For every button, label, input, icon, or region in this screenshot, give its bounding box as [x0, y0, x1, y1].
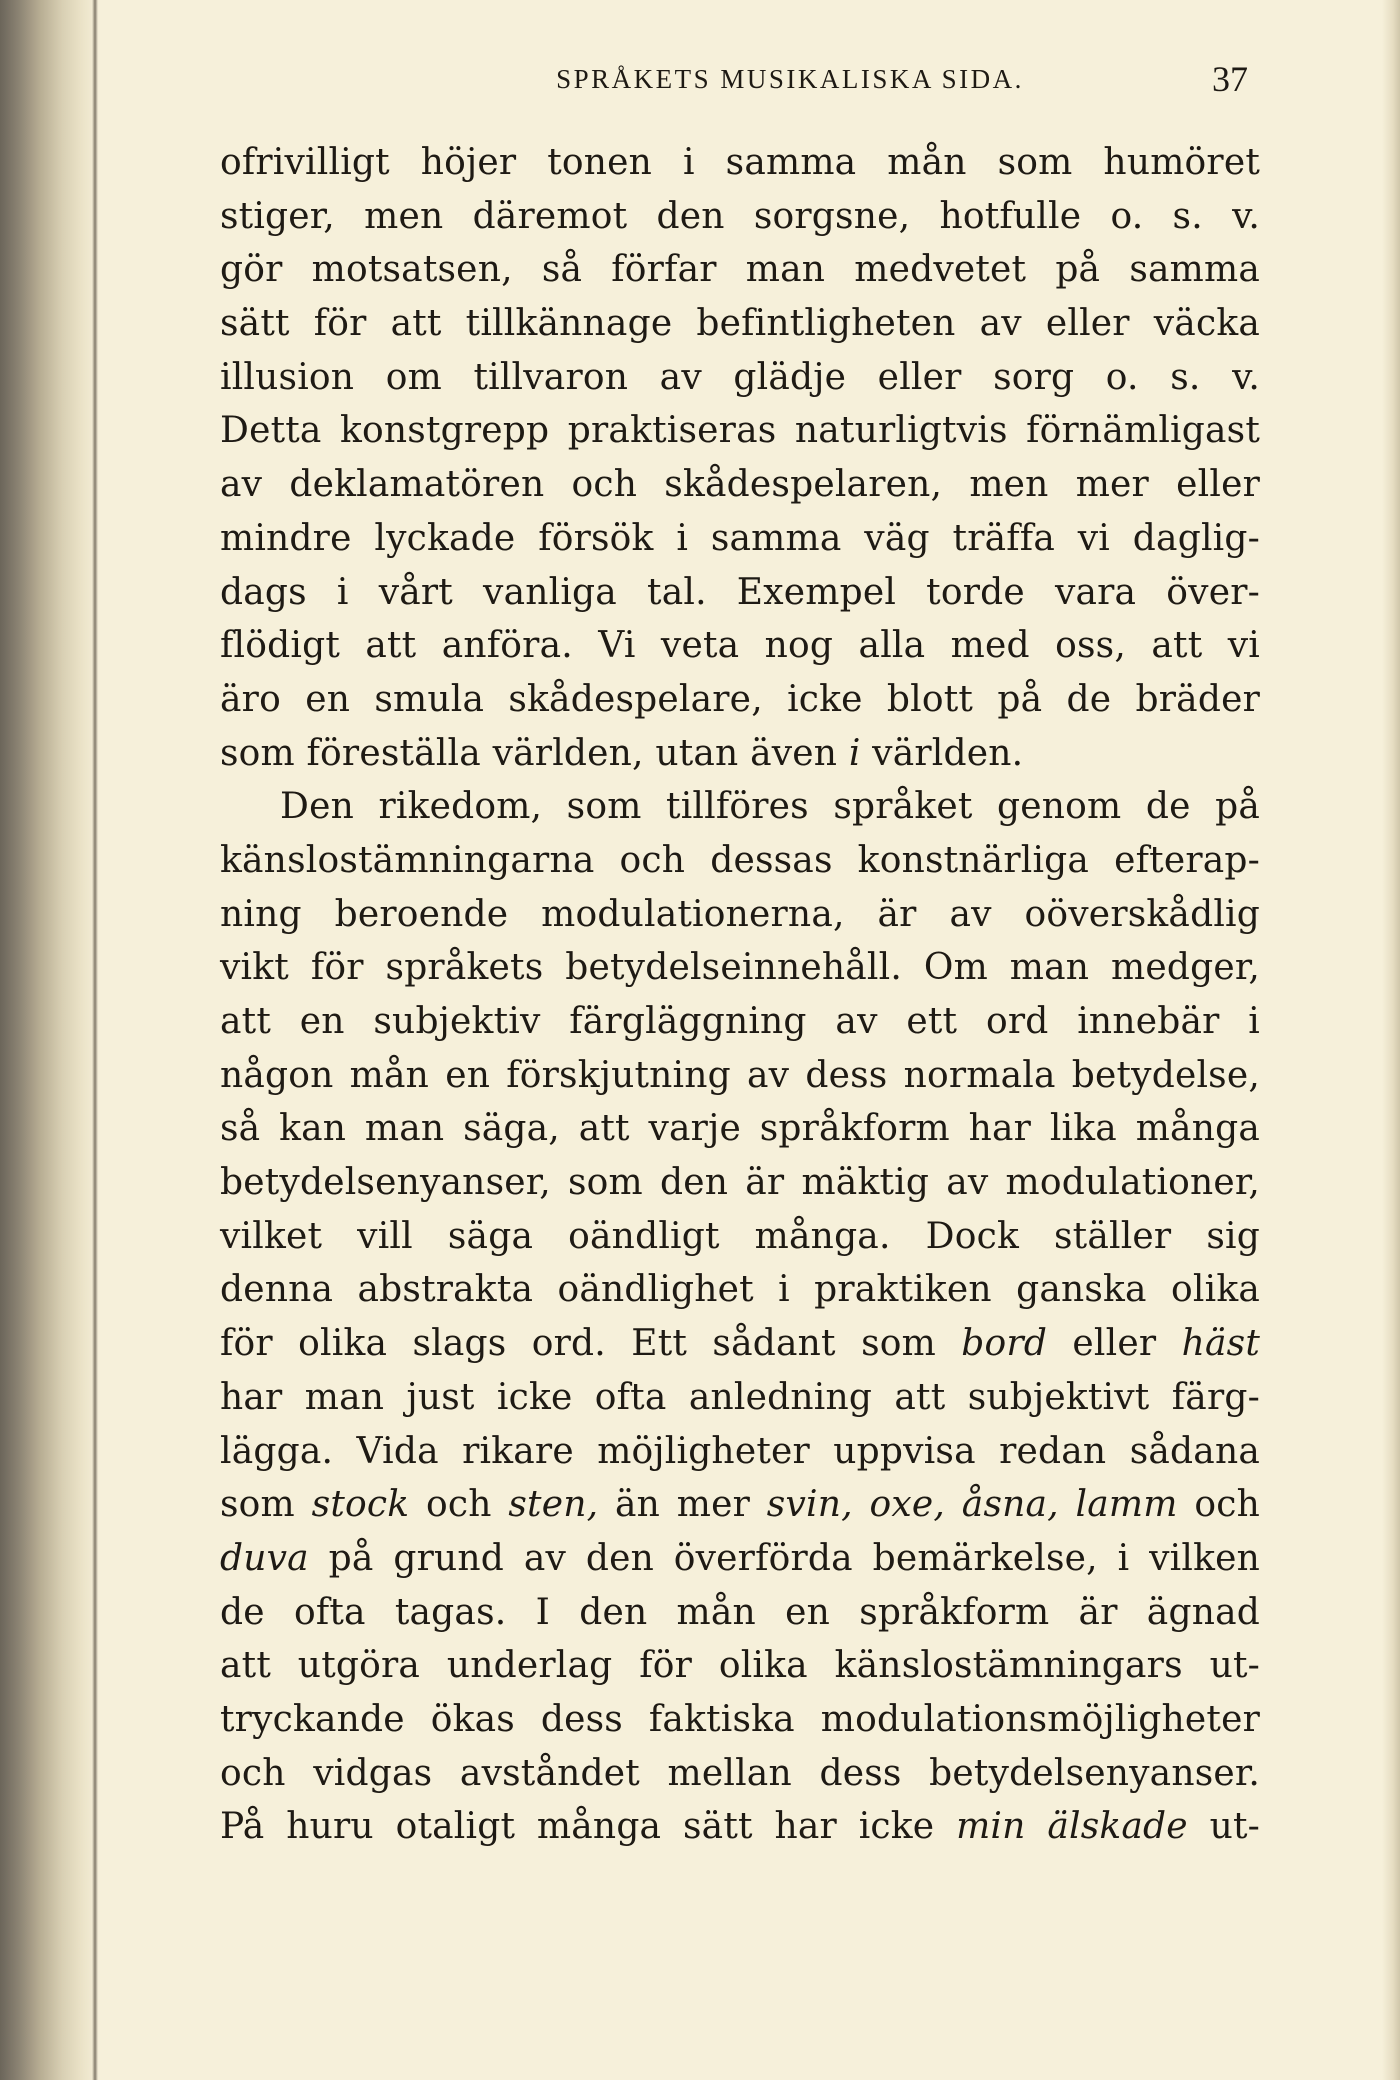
italic-text: häst: [1181, 1323, 1260, 1365]
binding-shadow: [0, 0, 100, 2080]
text-segment: de ofta tagas. I den mån en språkform är ägnad: [220, 1591, 1260, 1633]
text-segment: Den rikedom, som tillföres språket genom de på: [280, 786, 1260, 828]
text-line: [220, 673, 1260, 727]
text-segment: och: [409, 1484, 509, 1526]
text-segment: lägga. Vida rikare möjligheter uppvisa redan sådana: [220, 1430, 1260, 1472]
text-line: [220, 1317, 1260, 1371]
text-segment: för olika slags ord. Ett sådant som: [220, 1323, 962, 1365]
text-segment: mindre lyckade försök i samma väg träffa vi daglig-: [220, 517, 1260, 559]
italic-text: min älskade: [956, 1806, 1188, 1848]
text-segment: känslostämningarna och dessas konstnärliga efterap-: [220, 839, 1260, 881]
text-line: [220, 1800, 1260, 1854]
text-line: [220, 1425, 1260, 1479]
running-title: SPRÅKETS MUSIKALISKA SIDA.: [556, 64, 1024, 94]
text-line: [220, 1639, 1260, 1693]
text-segment: Detta konstgrepp praktiseras naturligtvis förnämligast: [220, 410, 1260, 452]
text-segment: illusion om tillvaron av glädje eller sorg o. s. v.: [220, 356, 1260, 398]
text-segment: att utgöra underlag för olika känslostämningars ut-: [220, 1645, 1260, 1687]
text-line: [220, 297, 1260, 351]
text-segment: stiger, men däremot den sorgsne, hotfulle o. s. v.: [220, 195, 1260, 237]
text-line: [220, 941, 1260, 995]
italic-text: svin, oxe, åsna, lamm: [766, 1484, 1178, 1526]
text-segment: vilket vill säga oändligt många. Dock ställer sig: [220, 1215, 1260, 1257]
text-line: [220, 243, 1260, 297]
text-line: [220, 351, 1260, 405]
text-segment: ofrivilligt höjer tonen i samma mån som humöret: [220, 142, 1260, 183]
text-segment: att en subjektiv färgläggning av ett ord innebär i: [220, 1001, 1260, 1042]
text-line: [220, 190, 1260, 244]
text-line: [220, 888, 1260, 942]
text-line: [220, 136, 1260, 190]
text-line: [220, 995, 1260, 1049]
text-line: [220, 780, 1260, 834]
text-segment: sätt för att tillkännage befintligheten av eller väcka: [220, 303, 1260, 345]
text-segment: av deklamatören och skådespelaren, men mer eller: [220, 464, 1260, 506]
running-head: [220, 58, 1260, 108]
text-line: [220, 458, 1260, 512]
text-segment: och vidgas avståndet mellan dess betydelsenyanser.: [220, 1752, 1260, 1794]
text-segment: gör motsatsen, så förfar man medvetet på samma: [220, 249, 1260, 291]
text-segment: har man just icke ofta anledning att subjektivt färg-: [220, 1376, 1260, 1418]
text-line: [220, 1156, 1260, 1210]
text-segment: världen.: [860, 732, 1024, 774]
text-segment: och: [1177, 1484, 1260, 1526]
page-edge-shadow: [1382, 0, 1400, 2080]
text-segment: någon mån en förskjutning av dess normala betydelse,: [220, 1054, 1260, 1096]
text-line: [220, 1371, 1260, 1425]
text-line: [220, 1586, 1260, 1640]
binding-crease: [92, 0, 98, 2080]
text-segment: så kan man säga, att varje språkform har lika många: [220, 1108, 1260, 1150]
text-line: [220, 404, 1260, 458]
text-line: [220, 1049, 1260, 1103]
text-segment: äro en smula skådespelare, icke blott på de bräder: [220, 678, 1260, 720]
text-line: [220, 1210, 1260, 1264]
italic-text: bord: [961, 1323, 1048, 1365]
text-segment: eller: [1047, 1323, 1182, 1365]
text-segment: som: [220, 1484, 312, 1526]
text-segment: tryckande ökas dess faktiska modulationsmöjligheter: [220, 1698, 1260, 1740]
text-line: [220, 1263, 1260, 1317]
text-line: [220, 1693, 1260, 1747]
text-segment: På huru otaligt många sätt har icke: [220, 1806, 957, 1848]
text-segment: ning beroende modulationerna, är av oöverskådlig: [220, 893, 1260, 935]
text-segment: dags i vårt vanliga tal. Exempel torde vara över-: [220, 571, 1260, 613]
italic-text: duva: [220, 1537, 309, 1579]
page-number: 37: [1212, 59, 1248, 99]
text-segment: än mer: [598, 1484, 767, 1526]
text-line: [220, 1532, 1260, 1586]
italic-text: sten,: [508, 1484, 599, 1526]
italic-text: i: [848, 732, 861, 774]
text-line: [220, 834, 1260, 888]
text-segment: betydelsenyanser, som den är mäktig av modulationer,: [220, 1162, 1260, 1204]
body-text: [220, 136, 1260, 1854]
text-segment: på grund av den överförda bemärkelse, i vilken: [308, 1537, 1260, 1579]
text-line: [220, 1102, 1260, 1156]
text-segment: denna abstrakta oändlighet i praktiken ganska olika: [220, 1269, 1260, 1311]
text-segment: vikt för språkets betydelseinnehåll. Om man medger,: [220, 947, 1260, 989]
text-line: [220, 512, 1260, 566]
text-segment: flödigt att anföra. Vi veta nog alla med oss, att vi: [220, 625, 1260, 667]
text-line: [220, 727, 1260, 781]
text-line: [220, 1747, 1260, 1801]
text-segment: ut-: [1187, 1806, 1260, 1848]
text-line: [220, 619, 1260, 673]
italic-text: stock: [311, 1484, 410, 1526]
text-line: [220, 1478, 1260, 1532]
text-line: [220, 566, 1260, 620]
text-segment: som föreställa världen, utan även: [220, 732, 849, 774]
